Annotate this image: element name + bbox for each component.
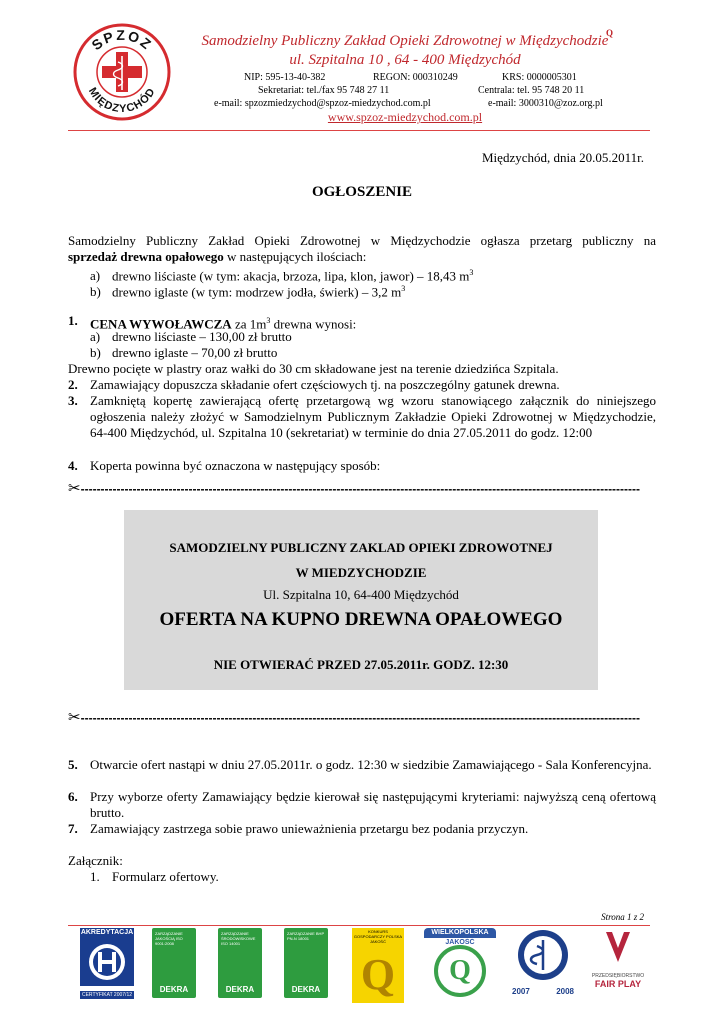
attachment-item: [90, 869, 219, 885]
medal-year-a: 2007: [512, 987, 530, 996]
fair-play-text: FAIR PLAY: [594, 979, 642, 989]
point-number: 3.: [68, 393, 78, 408]
item-marker: b): [90, 284, 101, 300]
footer-divider: [68, 925, 650, 926]
item-marker: 1.: [90, 869, 100, 884]
hospital-name: Samodzielny Publiczny Zakład Opieki Zdrowotnej w Międzychodzie: [201, 33, 609, 49]
wp-mid-text: JAKOŚĆ: [445, 939, 475, 946]
dekra-label: DEKRA: [225, 985, 255, 994]
point-number: 5.: [68, 757, 78, 772]
attachment-label: Załącznik:: [68, 853, 123, 868]
point-number: 1.: [68, 313, 78, 328]
hospital-address: ul. Szpitalna 10 , 64 - 400 Międzychód: [289, 52, 521, 68]
intro-text-2: w następujących ilościach:: [223, 249, 367, 264]
central-phone: Centrala: tel. 95 748 20 11: [478, 85, 585, 96]
dekra-logo-2: [218, 928, 262, 998]
email-secondary[interactable]: e-mail: 3000310@zoz.org.pl: [488, 98, 603, 109]
akredytacja-cert: CERTYFIKAT 2007/12: [81, 992, 133, 998]
polska-jakosc-logo: [352, 928, 404, 998]
cut-line-bottom: [68, 709, 658, 725]
fair-play-icon: [590, 928, 646, 968]
item-sup: 3: [401, 284, 406, 293]
item-text: drewno iglaste – 70,00 zł brutto: [112, 345, 278, 360]
date-line: Międzychód, dnia 20.05.2011r.: [482, 150, 644, 165]
page-number: Strona 1 z 2: [601, 912, 644, 922]
akredytacja-logo: [80, 928, 134, 998]
dekra-badge: [218, 928, 262, 998]
dekra-label: DEKRA: [291, 985, 321, 994]
intro-text: Samodzielny Publiczny Zakład Opieki Zdrowotnej w Międzychodzie ogłasza przetarg publiczny na: [68, 233, 656, 248]
q-top-text: KONKURS GOSPODARCZY POLSKA JAKOŚĆ: [353, 929, 403, 944]
envelope-address: Ul. Szpitalna 10, 64-400 Międzychód: [263, 587, 459, 602]
envelope-line-1: SAMODZIELNY PUBLICZNY ZAKLAD OPIEKI ZDROWOTNEJ: [169, 540, 553, 555]
intro-item-b: [90, 281, 405, 300]
dekra-badge: [152, 928, 196, 998]
q-badge: [352, 945, 404, 1003]
wp-ring: [434, 945, 486, 997]
wp-top-text: WIELKOPOLSKA: [424, 928, 496, 938]
point-1-item-a: [90, 329, 292, 345]
medal-year-b: 2008: [556, 987, 574, 996]
dekra-badge: [284, 928, 328, 998]
item-marker: b): [90, 345, 101, 360]
item-text: drewno liściaste – 130,00 zł brutto: [112, 329, 292, 344]
envelope-warning: NIE OTWIERAĆ PRZED 27.05.2011r. GODZ. 12:30: [213, 657, 509, 672]
dekra-logo-1: [152, 928, 196, 998]
medal-years: [512, 987, 574, 996]
item-marker: a): [90, 268, 101, 284]
point-text: Otwarcie ofert nastąpi w dniu 27.05.2011r. o godz. 12:30 w siedzibie Zamawiającego - Sala Konferencyjna.: [90, 757, 652, 772]
dash-line: --------------------------------------------------------------------------------------------------------------------------------------------: [80, 482, 641, 496]
quality-mark: Q: [606, 28, 614, 38]
item-text: Formularz ofertowy.: [112, 869, 219, 884]
item-text: drewno liściaste (w tym: akacja, brzoza, lipa, klon, jawor) – 18,43 m: [112, 268, 470, 284]
point-1-text-b: drewna wynosi:: [270, 316, 357, 332]
regon: REGON: 000310249: [373, 72, 458, 83]
website-link[interactable]: www.spzoz-miedzychod.com.pl: [327, 110, 483, 124]
scissors-icon: ✂: [68, 709, 81, 725]
point-1-text-a: za 1m: [231, 316, 267, 332]
point-text: Przy wyborze oferty Zamawiający będzie kierował się następującymi kryteriami: najwyższą ceną ofertową brutto.: [90, 789, 656, 820]
nip: NIP: 595-13-40-382: [244, 72, 326, 83]
point-1-note: Drewno pocięte w plastry oraz wałki do 30 cm składowane jest na terenie dziedzińca Szpitala.: [68, 361, 559, 376]
envelope-line-2: W MIEDZYCHODZIE: [295, 565, 427, 580]
point-number: 6.: [68, 789, 78, 804]
point-1-sup: 3: [266, 316, 271, 325]
item-sup: 3: [469, 268, 474, 277]
intro-bold: sprzedaż drewna opałowego: [68, 249, 224, 264]
envelope-label: [124, 510, 598, 690]
dekra-label: DEKRA: [159, 985, 189, 994]
medal-icon: [512, 928, 574, 982]
page-title: OGŁOSZENIE: [311, 184, 413, 200]
envelope-offer-title: OFERTA NA KUPNO DREWNA OPAŁOWEGO: [159, 609, 563, 630]
dekra-cert-text: ZARZĄDZANIE BHP PN-N 18001: [287, 931, 325, 941]
cut-line-top: [68, 480, 658, 496]
email-primary[interactable]: e-mail: spzozmiedzychod@spzoz-miedzychod.com.pl: [214, 98, 431, 109]
krs: KRS: 0000005301: [502, 72, 577, 83]
point-text: Zamkniętą kopertę zawierającą ofertę przetargową wg wzoru stanowiącego załącznik do niniejszego ogłoszenia należy złożyć w Samodzielnym Publicznym Zakładzie Opieki Zdrowotnej w Międzychodzie, 64-400 Międzychód, ul. Szpitalna 10 (sekretariat) w terminie do dnia 27.05.2011 do godz. 12:00: [90, 393, 656, 440]
point-text: Zamawiający dopuszcza składanie ofert częściowych tj. na poszczególny gatunek drewna.: [90, 377, 560, 392]
svg-text:MIĘDZYCHÓD: MIĘDZYCHÓD: [85, 85, 158, 116]
svg-text:SPZOZ: SPZOZ: [88, 26, 156, 54]
point-text: Zamawiający zastrzega sobie prawo unieważnienia przetargu bez podania przyczyn.: [90, 821, 529, 836]
dekra-cert-text: ZARZĄDZANIE JAKOŚCIĄ ISO 9001:2008: [155, 931, 183, 946]
header-divider: [68, 130, 650, 131]
item-marker: a): [90, 329, 101, 344]
q-letter: Q: [360, 949, 396, 999]
medal-logo: [512, 928, 574, 998]
wielkopolska-jakosc-logo: [424, 928, 496, 998]
wp-q-badge: [424, 947, 496, 995]
point-text: Koperta powinna być oznaczona w następujący sposób:: [90, 458, 381, 473]
dash-line: --------------------------------------------------------------------------------------------------------------------------------------------: [80, 711, 641, 725]
dekra-logo-3: [284, 928, 328, 998]
point-number: 7.: [68, 821, 78, 836]
intro-paragraph: [68, 233, 656, 265]
point-1-item-b: [90, 345, 277, 361]
item-text: drewno iglaste (w tym: modrzew jodła, świerk) – 3,2 m: [112, 284, 402, 300]
fair-play-logo: [590, 928, 646, 998]
scissors-icon: ✂: [68, 480, 81, 496]
dekra-cert-text: ZARZĄDZANIE ŚRODOWISKOWE ISO 14001: [221, 931, 256, 946]
fair-play-small: PRZEDSIĘBIORSTWO: [591, 973, 645, 979]
point-number: 4.: [68, 458, 78, 473]
point-number: 2.: [68, 377, 78, 392]
wp-q-letter: Q: [449, 955, 471, 986]
akredytacja-title: AKREDYTACJA: [80, 929, 134, 936]
point-1-bold: CENA WYWOŁAWCZA: [90, 316, 232, 332]
secretariat-phone: Sekretariat: tel./fax 95 748 27 11: [258, 85, 390, 96]
hospital-logo: [72, 22, 172, 122]
akredytacja-icon: [80, 938, 134, 986]
